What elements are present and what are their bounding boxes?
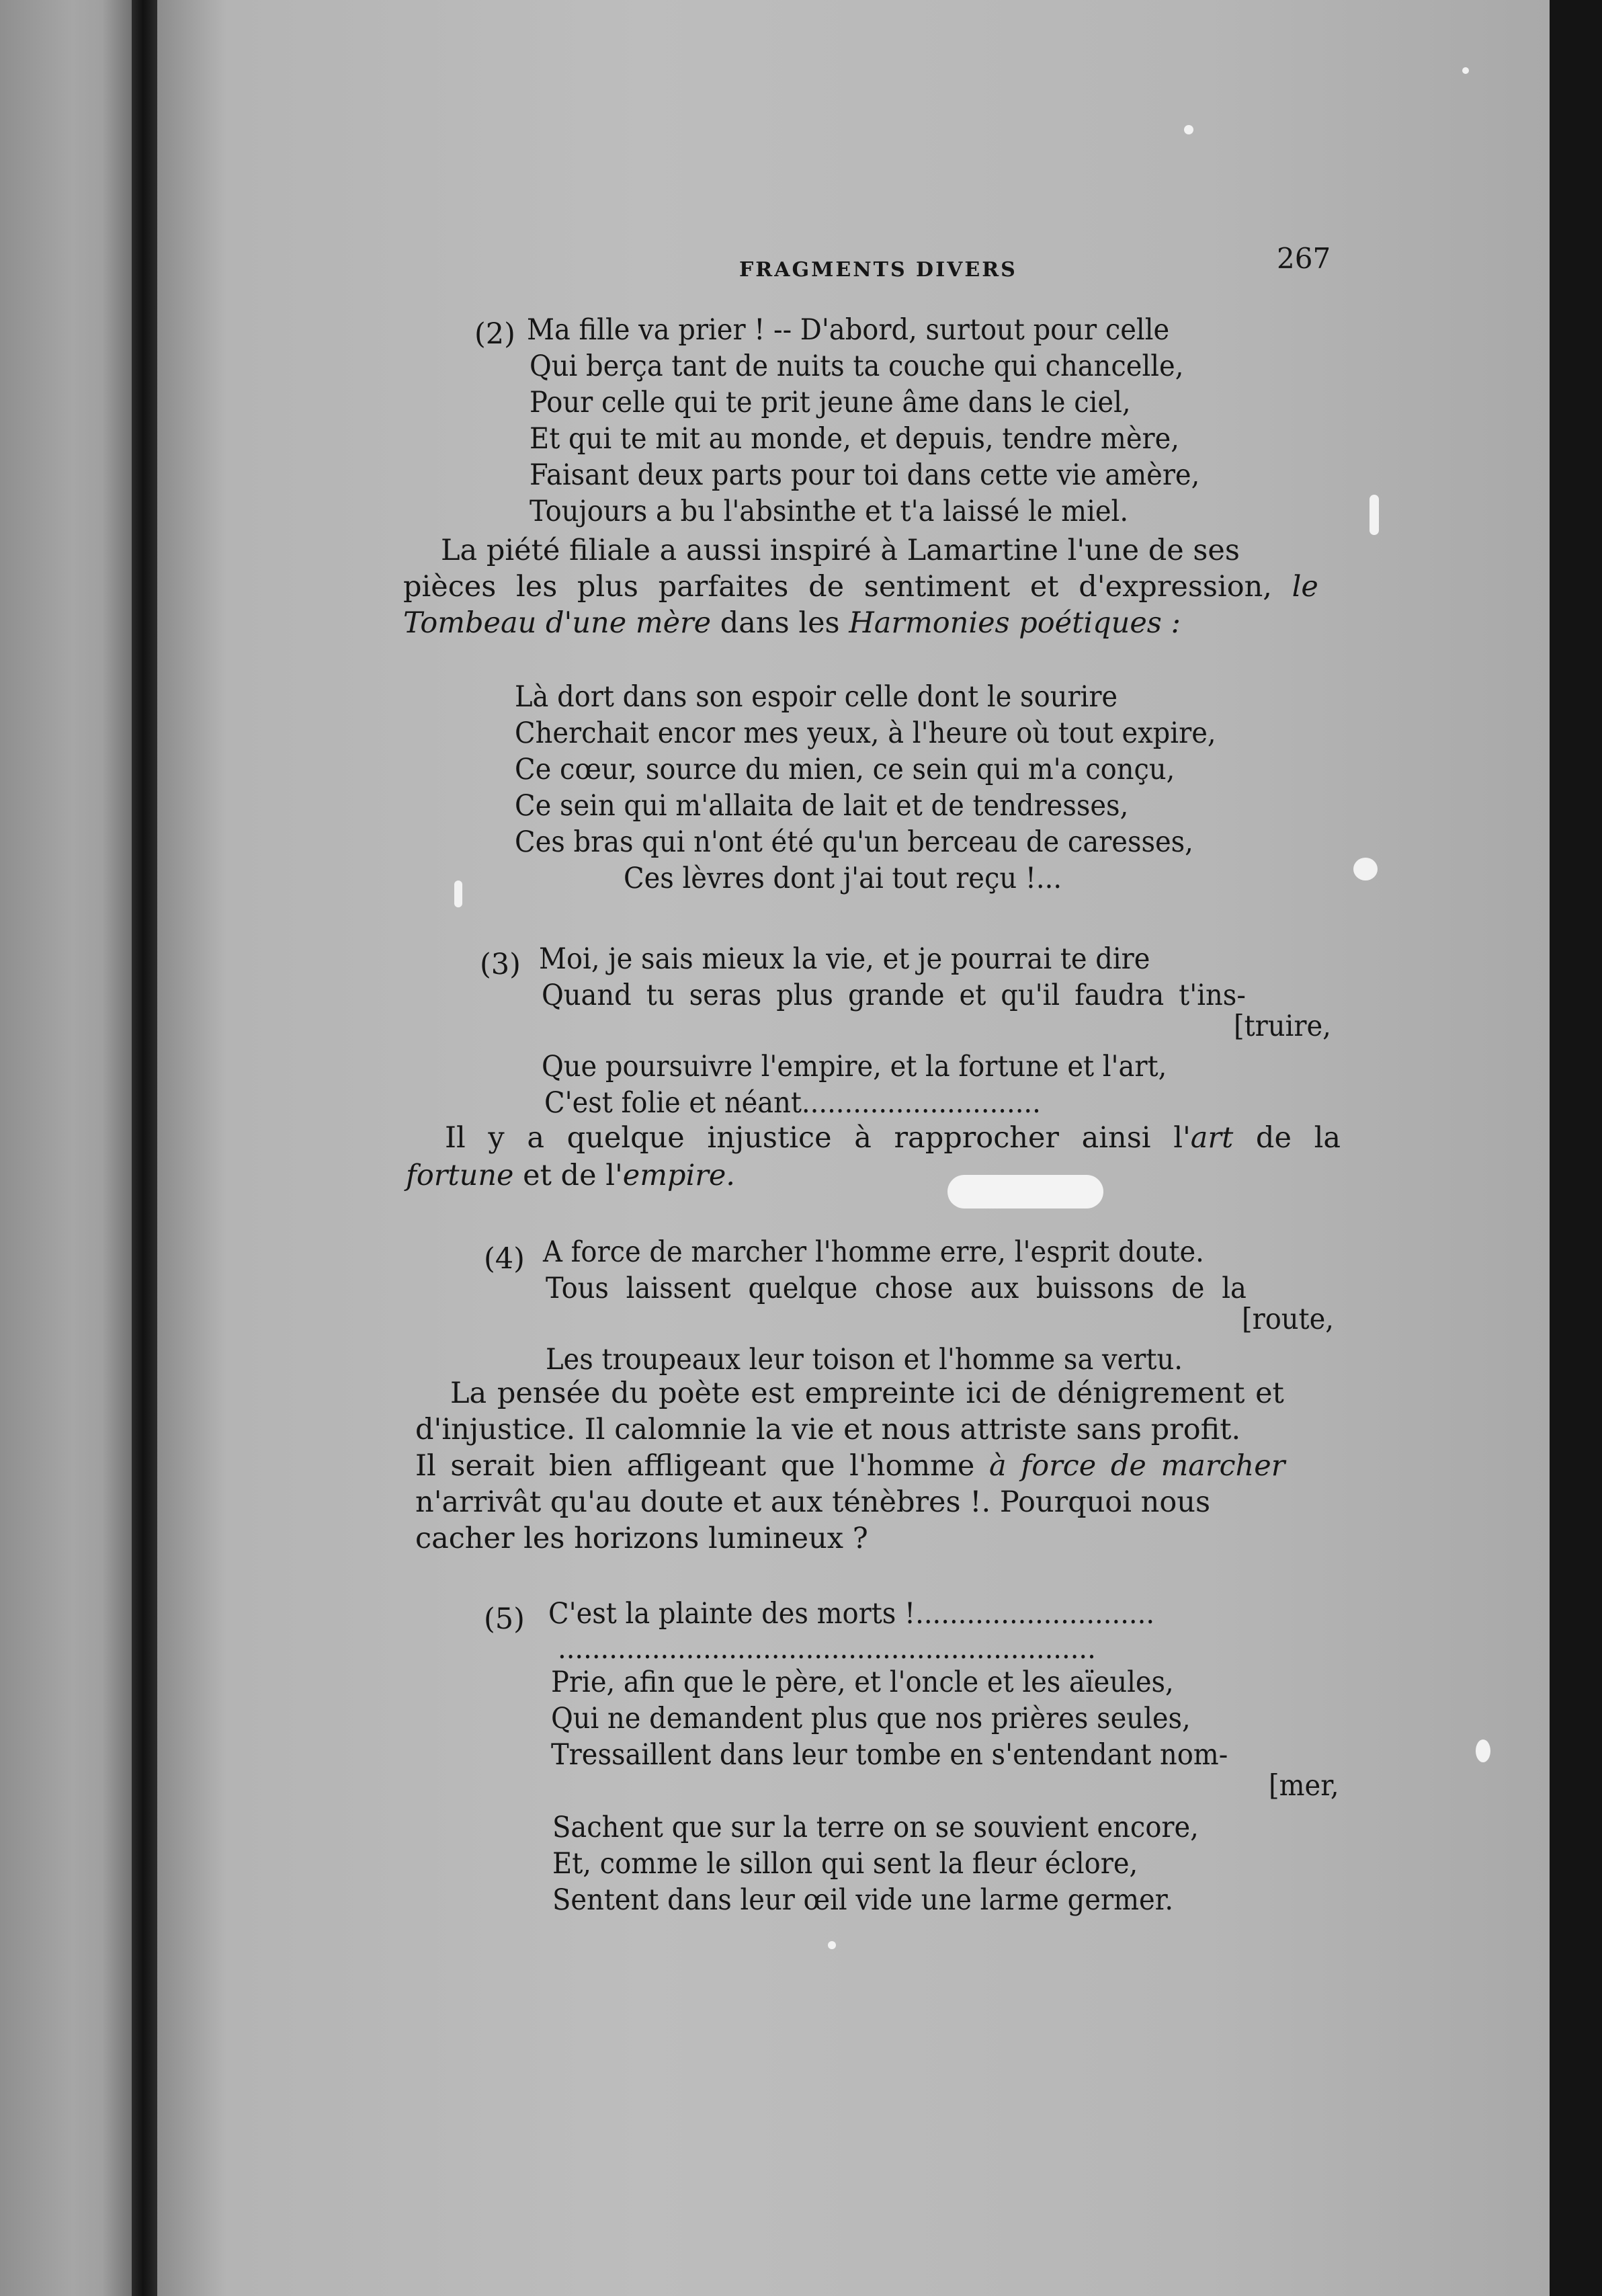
verse-line: Quand tu seras plus grande et qu'il faudra t'ins-: [542, 979, 1246, 1012]
dust-speck: [1353, 858, 1378, 880]
verse-line: C'est folie et néant............................: [544, 1086, 1041, 1120]
commentary-text: pièces les plus parfaites de sentiment et d'expression,: [403, 570, 1272, 604]
page-number: 267: [1277, 242, 1331, 275]
footnote-number: (3): [480, 948, 521, 981]
commentary-line: [445, 1120, 1341, 1156]
verse-line: Pour celle qui te prit jeune âme dans le ciel,: [530, 386, 1131, 419]
ink-smudge: [947, 1175, 1103, 1208]
commentary-text: dans les: [720, 606, 840, 640]
commentary-line: [415, 1448, 1285, 1484]
verse-line: Sachent que sur la terre on se souvient encore,: [552, 1811, 1199, 1844]
verse-line: Les troupeaux leur toison et l'homme sa vertu.: [546, 1343, 1183, 1377]
verse-line: Qui ne demandent plus que nos prières seules,: [551, 1702, 1191, 1735]
commentary-line: La piété filiale a aussi inspiré à Lamartine l'une de ses: [441, 534, 1240, 567]
verse-line: Moi, je sais mieux la vie, et je pourrai te dire: [539, 942, 1150, 976]
ellipsis-line: ...............................................................: [558, 1632, 1096, 1666]
book-gutter: [132, 0, 157, 2296]
collection-title: Harmonies poétiques :: [849, 606, 1181, 640]
verse-line: Qui berça tant de nuits ta couche qui chancelle,: [530, 350, 1184, 383]
verse-line: Tous laissent quelque chose aux buissons de la: [546, 1272, 1247, 1305]
verse-line: Que poursuivre l'empire, et la fortune et l'art,: [542, 1050, 1167, 1083]
verse-line: Ma fille va prier ! -- D'abord, surtout pour celle: [527, 313, 1170, 347]
dust-speck: [454, 880, 462, 907]
quote-line: Cherchait encor mes yeux, à l'heure où tout expire,: [515, 716, 1216, 750]
footnote-number: (2): [474, 317, 515, 351]
quote-line: Ces bras qui n'ont été qu'un berceau de caresses,: [515, 825, 1193, 859]
verse-line: C'est la plainte des morts !............................: [548, 1597, 1155, 1631]
verse-continuation: [mer,: [1269, 1769, 1339, 1803]
commentary-italic: fortune: [406, 1159, 514, 1192]
verse-line: A force de marcher l'homme erre, l'esprit doute.: [543, 1235, 1204, 1269]
commentary-line: cacher les horizons lumineux ?: [415, 1522, 868, 1555]
commentary-italic: empire.: [622, 1159, 735, 1192]
work-title: Tombeau d'une mère: [403, 606, 712, 640]
verse-line: Tressaillent dans leur tombe en s'entendant nom-: [551, 1738, 1228, 1772]
dust-speck: [1462, 67, 1469, 74]
commentary-line: [406, 1157, 735, 1194]
quote-line: Ce sein qui m'allaita de lait et de tendresses,: [515, 789, 1129, 823]
dust-speck: [828, 1941, 836, 1949]
verse-continuation: [route,: [1242, 1303, 1335, 1336]
verse-line: Toujours a bu l'absinthe et t'a laissé le miel.: [530, 495, 1129, 528]
commentary-text: et de l': [513, 1159, 623, 1192]
verse-line: Sentent dans leur œil vide une larme germer.: [552, 1883, 1174, 1917]
verse-line: Et qui te mit au monde, et depuis, tendre mère,: [530, 422, 1179, 456]
quote-line: Ces lèvres dont j'ai tout reçu !...: [624, 862, 1062, 895]
verse-line: Et, comme le sillon qui sent la fleur éclore,: [552, 1847, 1138, 1881]
scan-border: [1550, 0, 1602, 2296]
commentary-italic: à force de marcher: [989, 1449, 1285, 1483]
commentary-text: de la: [1233, 1121, 1341, 1155]
dust-speck: [1369, 495, 1379, 535]
verse-continuation: [truire,: [1234, 1010, 1331, 1043]
verse-line: Prie, afin que le père, et l'oncle et les aïeules,: [551, 1666, 1174, 1699]
dust-speck: [1476, 1739, 1490, 1762]
commentary-line: [403, 569, 1318, 605]
quote-line: Là dort dans son espoir celle dont le sourire: [515, 680, 1118, 714]
commentary-line: d'injustice. Il calomnie la vie et nous attriste sans profit.: [415, 1413, 1241, 1446]
commentary-line: La pensée du poète est empreinte ici de dénigrement et: [450, 1377, 1284, 1410]
commentary-text: Il serait bien affligeant que l'homme: [415, 1449, 989, 1483]
commentary-line: [403, 605, 1181, 641]
dust-speck: [1184, 125, 1193, 134]
footnote-number: (4): [484, 1242, 525, 1276]
running-header: FRAGMENTS DIVERS: [739, 258, 1017, 282]
quote-line: Ce cœur, source du mien, ce sein qui m'a conçu,: [515, 753, 1175, 786]
page-fold-shadow: [102, 0, 132, 2296]
commentary-text: Il y a quelque injustice à rapprocher ainsi l': [445, 1121, 1191, 1155]
footnote-number: (5): [484, 1602, 525, 1636]
verse-line: Faisant deux parts pour toi dans cette vie amère,: [530, 458, 1200, 492]
commentary-italic: le: [1292, 570, 1318, 604]
commentary-line: n'arrivât qu'au doute et aux ténèbres !. Pourquoi nous: [415, 1485, 1211, 1519]
commentary-italic: art: [1190, 1121, 1234, 1155]
